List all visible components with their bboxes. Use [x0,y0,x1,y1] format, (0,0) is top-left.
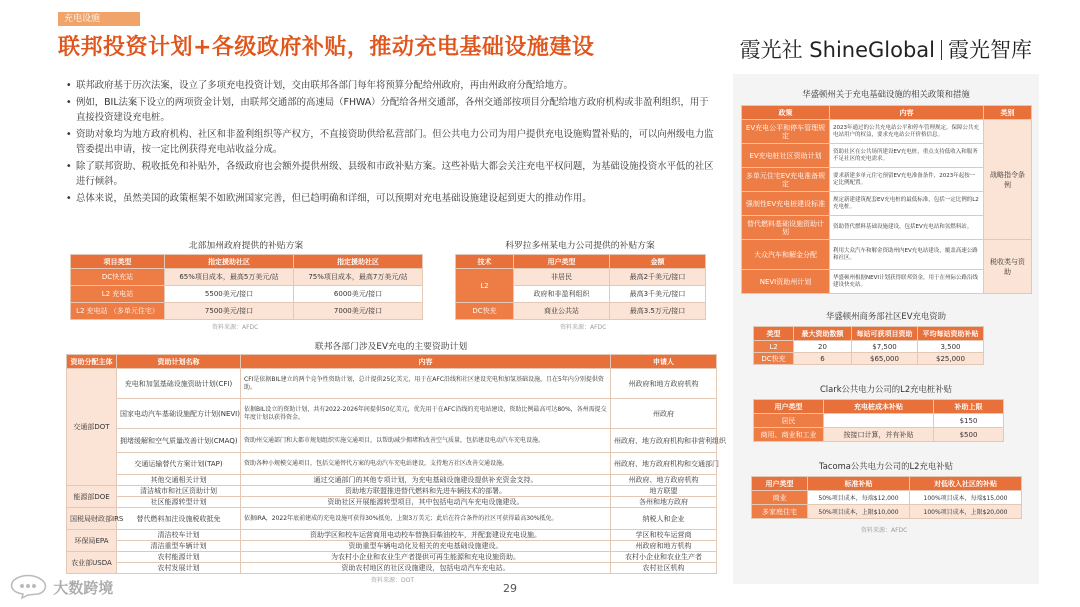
panel4-source: 资料来源：AFDC [861,527,908,534]
table-cell: 非居民 [514,269,610,286]
table-cell: 交通运输替代方案计划(TAP) [117,453,241,475]
table-cell: 100%项目成本，每端$15,000 [910,491,1022,505]
table-row [67,486,717,497]
table-cell: 纳税人和企业 [611,508,717,530]
table-cell: 6 [794,353,852,365]
table-cell: 75%项目成本，最高7万美元/站 [294,269,423,286]
table-cell: 政府和非盈利组织 [514,286,610,303]
panel2-table [753,326,984,365]
table-cell: 资助地方联盟推进替代燃料和先进车辆技术的部署。 [241,486,611,497]
table-cell: 最高3.5万元/接口 [610,303,706,320]
chat-bubble-icon [8,576,48,598]
table-cell: 65%项目成本，最高5万美元/站 [165,269,294,286]
table-cell: 充电和加氢基础设施资助计划(CFI) [117,369,241,399]
table-cell: 环保局EPA [67,530,117,552]
table-row [67,369,717,399]
table-cell: 居民 [754,414,824,428]
table-cell: $7,500 [852,341,918,353]
table-cell: EV充电公平和停车管理规定 [742,120,830,144]
page-number: 29 [503,582,517,595]
table2 [455,254,706,320]
table-cell: 要求新建多单元住宅预留EV充电准备条件，2023年起按一定比例配置。 [830,168,984,192]
table-cell: 州政府、地方政府机构和交通部门 [611,453,717,475]
table-cell: 国税局财政部IRS [67,508,117,530]
table-header: 金额 [610,255,706,269]
table-cell: $150 [934,414,1004,428]
table-cell: 资助各种小规模交通项目，包括交通替代方案的电动汽车充电站建设，支持地方社区改善交通设施。 [241,453,611,475]
panel1-caption: 华盛顿州关于充电基础设施的相关政策和措施 [802,89,970,99]
table-cell: $25,000 [918,353,984,365]
table-cell: 6000美元/接口 [294,286,423,303]
table-cell: $65,000 [852,353,918,365]
brand-logo [740,34,1032,64]
table-cell: DC快充站 [71,269,165,286]
table-row [67,508,717,530]
table-cell: 20 [794,341,852,353]
table-cell: 资助农村地区的社区设施建设，包括电动汽车充电站。 [241,563,611,574]
table-cell: 50%项目成本，上限$10,000 [808,505,910,519]
table-cell: L2 充电站 （多单元住宅） [71,303,165,320]
table-header: 对低收入社区的补贴 [910,477,1022,491]
table-cell: 交通部DOT [67,369,117,486]
table-cell: 依据IRA，2022年底前建成的充电设施可获得30%抵免，上限3万美元；此后在符合条件的社区可获得最高30%抵免。 [241,508,611,530]
table-row [754,341,984,353]
table-row [67,453,717,475]
table-row [67,563,717,574]
table-header: 充电桩成本补贴 [824,400,934,414]
table-cell: 7500美元/接口 [165,303,294,320]
table-cell: 能源部DOE [67,486,117,508]
table-row [67,541,717,552]
table-cell: L2 充电站 [71,286,165,303]
table-row [742,240,1032,270]
table2-block [455,238,705,331]
table-cell: 最高2千美元/接口 [610,269,706,286]
table-cell: 大众汽车和解金分配 [742,240,830,270]
table-header: 每站可获项目资助 [852,327,918,341]
section-tag: 充电设施 [58,12,140,26]
table-header: 标准补贴 [808,477,910,491]
table-row [752,505,1022,519]
table-cell: 多家庭住宅 [752,505,808,519]
table-header: 用户类型 [514,255,610,269]
page-title: 联邦投资计划+各级政府补贴，推动充电基础设施建设 [58,35,595,60]
table-header: 资助计划名称 [117,355,241,369]
table1-caption: 北部加州政府提供的补贴方案 [188,241,304,251]
table-cell: $500 [934,428,1004,442]
table-cell: 商用、商业和工业 [754,428,824,442]
panel1-table [741,105,1032,294]
table-cell: 州政府和地方机构 [611,541,717,552]
table1-source: 资料来源：AFDC [212,324,259,331]
table-header: 内容 [830,106,984,120]
table-cell: 资助社区在公共场所建设EV充电桩，重点支持低收入和服务不足社区的充电需求。 [830,144,984,168]
table-cell: 州政府和地方政府机构 [611,369,717,399]
table-header: 政策 [742,106,830,120]
table-row [754,428,1004,442]
table-header: 技术 [456,255,514,269]
table-cell: 农村发展计划 [117,563,241,574]
table-cell: 资助社区开展能源转型项目，其中包括电动汽车充电设施建设。 [241,497,611,508]
table-row [67,530,717,541]
table-cell: 农业部USDA [67,552,117,574]
table-cell: 资助重型车辆电动化及相关的充电基础设施建设。 [241,541,611,552]
table-cell: 农村能源计划 [117,552,241,563]
table-header: 类别 [984,106,1032,120]
table-cell: 其他交通相关计划 [117,475,241,486]
table-row [456,303,706,320]
table-header: 最大资助数额 [794,327,852,341]
bullet-item: • 除了联邦资助、税收抵免和补贴外，各级政府也会额外提供州级、县级和市政补贴方案。这些补贴大都会关注充电平权问题，为基础设施投资水平低的社区进行倾斜。 [66,159,714,190]
table-row [754,353,984,365]
bullet-item: • 总体来说，虽然美国的政策框架不如欧洲国家完善，但已趋明确和详细，可以预期对充电基础设施建设起到更大的推动作用。 [66,191,714,207]
table-cell: 地方联盟 [611,486,717,497]
table-cell: 商业公共站 [514,303,610,320]
table-row [67,497,717,508]
panel3-table [753,399,1004,442]
table-cell: 农村社区机构 [611,563,717,574]
table-cell: DC快充 [754,353,794,365]
table-cell: 农村小企业和农业生产者 [611,552,717,563]
table-cell: 战略指令条例 [984,120,1032,240]
table-cell: 多单元住宅EV充电准备规定 [742,168,830,192]
table-cell: L2 [754,341,794,353]
table-cell: 华盛顿州根据NEVI计划获得联邦资金，用于在州际公路沿线建设快充站。 [830,270,984,294]
table-row [67,552,717,563]
bullet-item: • 资助对象均为地方政府机构、社区和非盈利组织等产权方，不直接资助供给私营部门。但公共电力公司为用户提供充电设施购置补贴的，可以向州级电力监管委提出申请，按一定比例获得充电站收益分成。 [66,127,714,158]
table-cell: 强制性EV充电桩建设标准 [742,192,830,216]
table-row [754,414,1004,428]
table-row [67,399,717,429]
table-header: 指定援助社区 [294,255,423,269]
table-cell: 2023年通过的公共充电站公平和停车管理规定，保障公共充电站用户的权益，要求充电站公开价格信息。 [830,120,984,144]
table-row [67,475,717,486]
table-header: 平均每站资助补贴 [918,327,984,341]
bullet-list [66,78,714,207]
table-row [67,429,717,453]
table-header: 资助分配主体 [67,355,117,369]
table1-block [70,238,422,331]
table-row [71,286,423,303]
table-cell: 州政府 [611,399,717,429]
table-cell: L2 [456,269,514,303]
table-header: 指定援助社区 [165,255,294,269]
table-cell: 为农村小企业和农业生产者提供可再生能源和充电设施资助。 [241,552,611,563]
table1 [70,254,423,320]
table-cell: DC快充 [456,303,514,320]
table-cell: 商业 [752,491,808,505]
table2-caption: 科罗拉多州某电力公司提供的补贴方案 [505,241,655,251]
table-cell: 50%项目成本，每端$12,000 [808,491,910,505]
table-cell: 州政府、地方政府机构和非营利组织 [611,429,717,453]
table-cell: 资助替代燃料基础设施建设，包括EV充电站和氢燃料站。 [830,216,984,240]
table-cell: 依据BIL设立的资助计划，共有2022-2026年间提供50亿美元，优先用于在AFC沿线的充电站建设，资助比例最高可达80%，各州需提交年度计划以获得资金。 [241,399,611,429]
table-cell: 各州和地方政府 [611,497,717,508]
bullet-item: • 例如，BIL法案下设立的两项资金计划，由联邦交通部的高速局（FHWA）分配给各州交通部，各州交通部按项目分配给地方政府机构或非盈利组织，用于直接投资建设充电桩。 [66,95,714,126]
table-cell: 清洁重型车辆计划 [117,541,241,552]
table-header: 项目类型 [71,255,165,269]
table-header: 用户类型 [752,477,808,491]
table-cell: 5500美元/接口 [165,286,294,303]
table-header: 补助上限 [934,400,1004,414]
table-cell: 资助学区和校车运营商用电动校车替换旧柴油校车，并配套建设充电设施。 [241,530,611,541]
table-cell: 利用大众汽车和解金资助州内EV充电站建设，覆盖高速公路和社区。 [830,240,984,270]
table-cell: NEVI资助州计划 [742,270,830,294]
table-cell: EV充电桩社区资助计划 [742,144,830,168]
watermark-text: 大数跨境 [53,579,114,597]
panel2-caption: 华盛顿州商务部社区EV充电资助 [826,311,946,321]
table-cell: 州政府、地方政府机构 [611,475,717,486]
table-header: 申请人 [611,355,717,369]
table-cell: 替代燃料加注设施税收抵免 [117,508,241,530]
bullet-item: • 联邦政府基于历次法案，设立了多项充电投资计划，交由联邦各部门每年将预算分配给州政府，再由州政府分配给地方。 [66,78,714,94]
brand-name: 霞光社 ShineGlobal [739,38,935,62]
table-cell: 最高3千美元/接口 [610,286,706,303]
table3-block [66,339,726,584]
table-header: 内容 [241,355,611,369]
panel4-table [751,476,1022,519]
table-cell: 社区能源转型计划 [117,497,241,508]
brand-sub: 霞光智库 [948,38,1032,62]
table3 [66,354,726,574]
panel3-caption: Clark公共电力公司的L2充电桩补贴 [819,384,953,394]
table-row [71,269,423,286]
watermark-logo [8,576,113,598]
table-cell: 3,500 [918,341,984,353]
table-cell: 替代燃料基础设施资助计划 [742,216,830,240]
table-cell: 100%项目成本，上限$20,000 [910,505,1022,519]
table-row [752,491,1022,505]
table-cell: 国家电动汽车基础设施配方计划(NEVI) [117,399,241,429]
table-cell: 资助州交通部门和大都市规划组织实施交通项目，以帮助减少拥堵和改善空气质量，包括建设电动汽车充电设施。 [241,429,611,453]
table-cell: 学区和校车运营商 [611,530,717,541]
table-cell: 税收类与资助 [984,240,1032,294]
table-cell: 拥堵缓解和空气质量改善计划(CMAQ) [117,429,241,453]
table-cell: 通过交通部门的其他专项计划，为充电基础设施建设提供补充资金支持。 [241,475,611,486]
panel4-caption: Tacoma公共电力公司的L2充电补贴 [819,461,953,471]
table-row [742,120,1032,144]
table-row [71,303,423,320]
table-cell: 规定新建建筑配套EV充电桩的最低标准，包括一定比例的L2充电桩。 [830,192,984,216]
side-panel [733,74,1039,584]
table-cell: 7000美元/接口 [294,303,423,320]
table2-source: 资料来源：AFDC [560,324,607,331]
table-header: 用户类型 [754,400,824,414]
table-cell [824,414,934,428]
table3-caption: 联邦各部门涉及EV充电的主要资助计划 [314,342,468,352]
table3-source: 资料来源：DOT [371,577,415,584]
brand-divider [941,40,942,60]
table-cell: 清洁城市和社区资助计划 [117,486,241,497]
table-cell: 清洁校车计划 [117,530,241,541]
table-cell: CFI是依据BIL建立的两个竞争性资助计划，总计提供25亿美元，用于在AFC沿线和社区建设充电和加氢基础设施，且在5年内分别提供资助。 [241,369,611,399]
table-cell: 按接口计算，并有补贴 [824,428,934,442]
table-header: 类型 [754,327,794,341]
table-row [456,269,706,286]
